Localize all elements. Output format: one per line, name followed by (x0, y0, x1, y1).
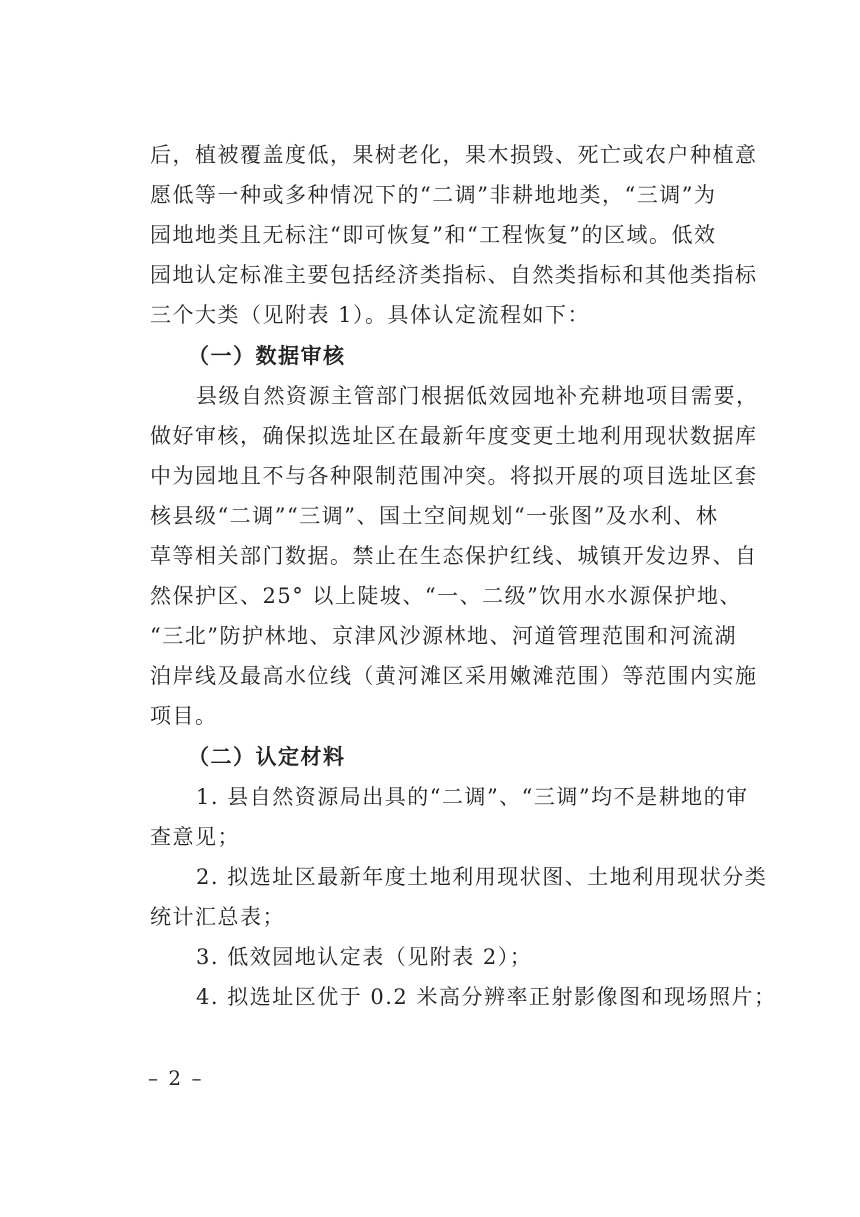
section-heading-data-review: （一）数据审核 (188, 343, 346, 368)
list-item-line: 1. 县自然资源局出具的“二调”、“三调”均不是耕地的审 (196, 785, 749, 809)
paragraph-line: 园地认定标准主要包括经济类指标、自然类指标和其他类指标 (150, 263, 758, 287)
paragraph-line: 草等相关部门数据。禁止在生态保护红线、城镇开发边界、自 (150, 544, 758, 568)
paragraph-line: 做好审核，确保拟选址区在最新年度变更土地利用现状数据库 (150, 424, 758, 448)
list-item-line: 查意见； (150, 825, 240, 849)
paragraph-line: 中为园地且不与各种限制范围冲突。将拟开展的项目选址区套 (150, 464, 758, 488)
paragraph-line: 核县级“二调”“三调”、国土空间规划“一张图”及水利、林 (150, 504, 719, 528)
paragraph-line: “三北”防护林地、京津风沙源林地、河道管理范围和河流湖 (150, 624, 737, 648)
paragraph-line: 泊岸线及最高水位线（黄河滩区采用嫩滩范围）等范围内实施 (150, 664, 758, 688)
paragraph-line: 后，植被覆盖度低，果树老化，果木损毁、死亡或农户种植意 (150, 143, 758, 167)
list-item-line: 2. 拟选址区最新年度土地利用现状图、土地利用现状分类 (196, 865, 768, 889)
paragraph-line: 愿低等一种或多种情况下的“二调”非耕地地类，“三调”为 (150, 183, 717, 207)
list-item-line: 统计汇总表； (150, 905, 285, 929)
list-item-line: 3. 低效园地认定表（见附表 2）； (196, 945, 533, 969)
list-item-line: 4. 拟选址区优于 0.2 米高分辨率正射影像图和现场照片； (196, 985, 777, 1009)
paragraph-line: 项目。 (150, 704, 218, 728)
paragraph-line: 县级自然资源主管部门根据低效园地补充耕地项目需要， (196, 384, 759, 408)
section-heading-materials: （二）认定材料 (188, 744, 346, 769)
paragraph-line: 三个大类（见附表 1）。具体认定流程如下： (150, 303, 591, 327)
page-number: – 2 – (148, 1066, 204, 1090)
paragraph-line: 然保护区、25° 以上陡坡、“一、二级”饮用水水源保护地、 (150, 584, 742, 608)
paragraph-line: 园地地类且无标注“即可恢复”和“工程恢复”的区域。低效 (150, 223, 717, 247)
